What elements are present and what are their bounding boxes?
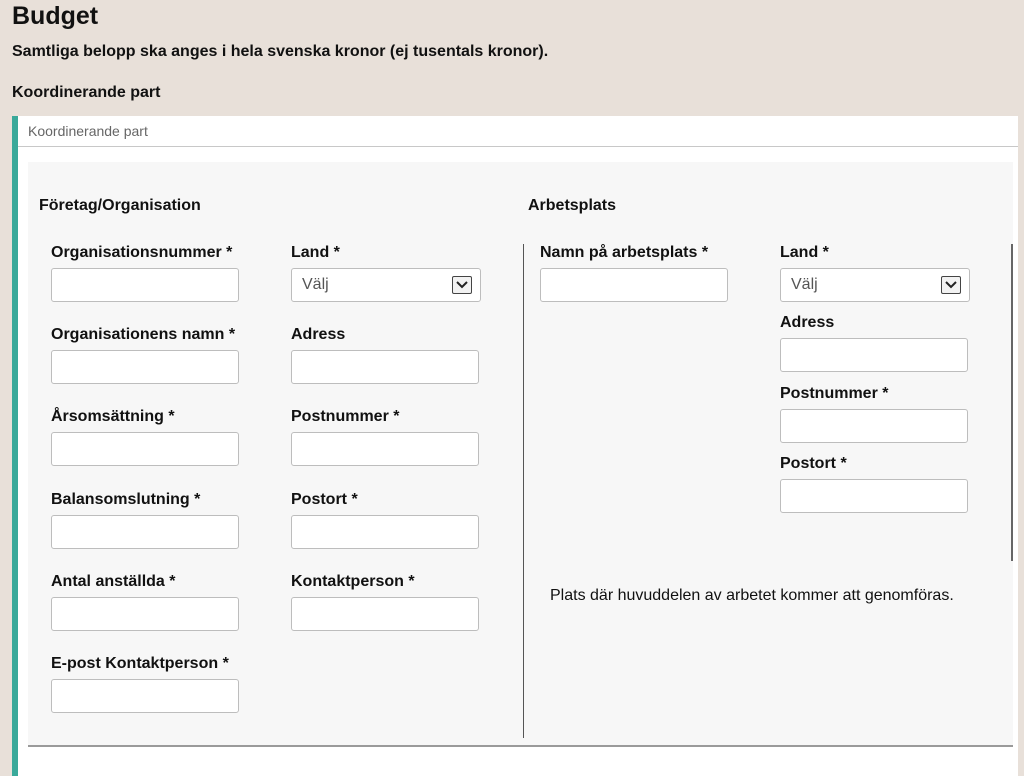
workplace-city-label: Postort *	[780, 455, 847, 472]
balance-input[interactable]	[51, 515, 239, 549]
chevron-down-icon	[941, 276, 961, 294]
company-city-label: Postort *	[291, 491, 358, 508]
company-postal-code-label: Postnummer *	[291, 408, 400, 425]
org-name-label: Organisationens namn *	[51, 326, 236, 343]
workplace-country-select[interactable]	[780, 268, 970, 302]
company-address-input[interactable]	[291, 350, 479, 384]
org-number-label: Organisationsnummer *	[51, 244, 233, 261]
company-city-input[interactable]	[291, 515, 479, 549]
scrollbar[interactable]	[1011, 244, 1013, 561]
company-country-label: Land *	[291, 244, 340, 261]
workplace-country-label: Land *	[780, 244, 829, 261]
workplace-address-label: Adress	[780, 314, 835, 331]
panel-accent-bar	[12, 116, 18, 776]
org-number-input[interactable]	[51, 268, 239, 302]
column-divider	[523, 244, 524, 738]
workplace-address-input[interactable]	[780, 338, 968, 372]
company-country-select[interactable]	[291, 268, 481, 302]
contact-person-label: Kontaktperson *	[291, 573, 415, 590]
panel-title: Koordinerande part	[28, 123, 148, 139]
company-heading: Företag/Organisation	[39, 197, 201, 214]
contact-person-input[interactable]	[291, 597, 479, 631]
chevron-down-icon	[452, 276, 472, 294]
turnover-label: Årsomsättning *	[51, 408, 175, 425]
workplace-postal-code-input[interactable]	[780, 409, 968, 443]
workplace-name-label: Namn på arbetsplats *	[540, 244, 709, 261]
company-postal-code-input[interactable]	[291, 432, 479, 466]
workplace-name-input[interactable]	[540, 268, 728, 302]
workplace-country-value: Välj	[791, 276, 818, 293]
org-name-input[interactable]	[51, 350, 239, 384]
contact-email-input[interactable]	[51, 679, 239, 713]
workplace-heading: Arbetsplats	[528, 197, 617, 214]
panel-header[interactable]	[18, 116, 1018, 147]
workplace-hint: Plats där huvuddelen av arbetet kommer att genomföras.	[550, 587, 954, 604]
contact-email-label: E-post Kontaktperson *	[51, 655, 229, 672]
intro-text: Samtliga belopp ska anges i hela svenska kronor (ej tusentals kronor).	[12, 43, 549, 60]
balance-label: Balansomslutning *	[51, 491, 201, 508]
workplace-city-input[interactable]	[780, 479, 968, 513]
page-title: Budget	[12, 2, 99, 30]
section-heading: Koordinerande part	[12, 84, 161, 101]
workplace-postal-code-label: Postnummer *	[780, 385, 889, 402]
employees-input[interactable]	[51, 597, 239, 631]
coordinating-party-panel	[12, 116, 1018, 776]
company-address-label: Adress	[291, 326, 346, 343]
panel-body	[28, 162, 1013, 747]
company-country-value: Välj	[302, 276, 329, 293]
employees-label: Antal anställda *	[51, 573, 176, 590]
turnover-input[interactable]	[51, 432, 239, 466]
